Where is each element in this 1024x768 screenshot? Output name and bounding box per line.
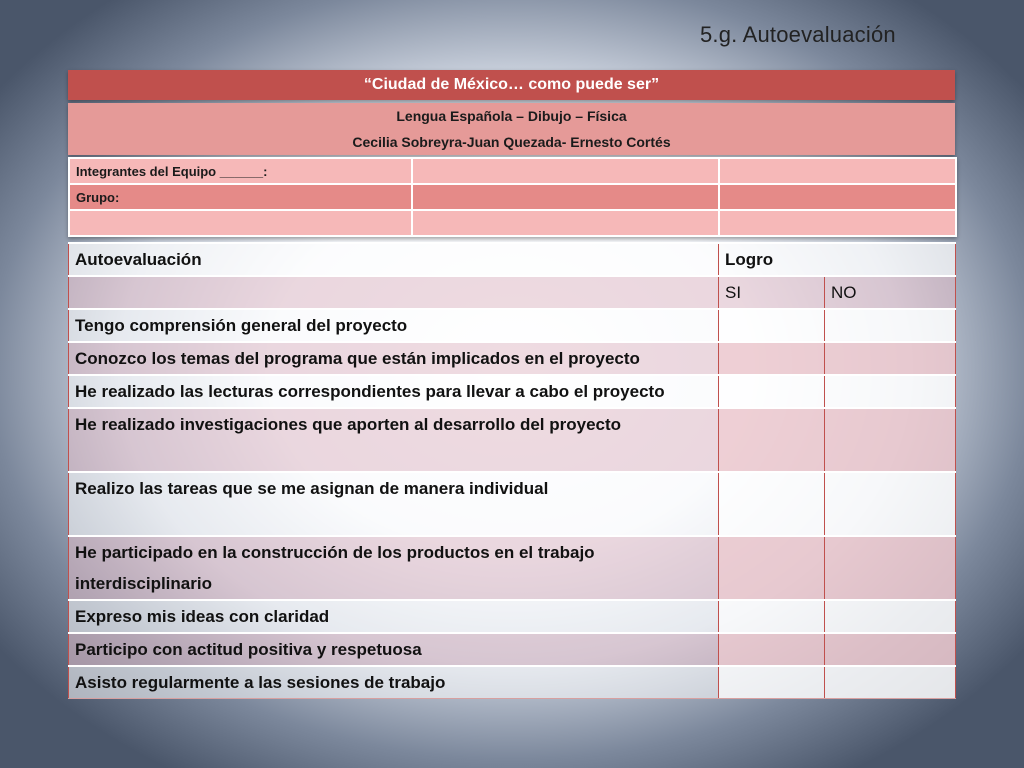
table-row [69, 633, 956, 666]
group-field-2[interactable] [719, 184, 956, 210]
no-cell[interactable] [825, 600, 956, 633]
blank-row [69, 210, 956, 236]
no-cell[interactable] [825, 408, 956, 472]
teachers-line: Cecilia Sobreyra-Juan Quezada- Ernesto Cortés [352, 134, 671, 150]
yes-cell[interactable] [719, 342, 825, 375]
column-header-item: Autoevaluación [69, 243, 719, 276]
yes-no-spacer [69, 276, 719, 309]
table-row [69, 472, 956, 536]
yes-cell[interactable] [719, 472, 825, 536]
criterion-text: Expreso mis ideas con claridad [69, 600, 719, 633]
project-title: “Ciudad de México… como puede ser” [68, 70, 955, 100]
subjects-line: Lengua Española – Dibujo – Física [396, 108, 627, 124]
criterion-text: He participado en la construcción de los productos en el trabajo interdisciplinario [69, 536, 719, 600]
team-members-field-1[interactable] [412, 158, 719, 184]
no-cell[interactable] [825, 536, 956, 600]
self-evaluation-table [68, 242, 956, 699]
yes-cell[interactable] [719, 536, 825, 600]
yes-no-row [69, 276, 956, 309]
table-row [69, 375, 956, 408]
team-members-field-2[interactable] [719, 158, 956, 184]
no-cell[interactable] [825, 472, 956, 536]
blank-cell-3[interactable] [719, 210, 956, 236]
yes-cell[interactable] [719, 666, 825, 699]
group-label: Grupo: [69, 184, 412, 210]
yes-cell[interactable] [719, 600, 825, 633]
slide-title: 5.g. Autoevaluación [700, 22, 896, 47]
yes-cell[interactable] [719, 633, 825, 666]
no-cell[interactable] [825, 375, 956, 408]
team-members-row [69, 158, 956, 184]
group-field-1[interactable] [412, 184, 719, 210]
column-header-achievement: Logro [719, 243, 956, 276]
criterion-text: Tengo comprensión general del proyecto [69, 309, 719, 342]
project-subheader [68, 103, 955, 155]
table-row [69, 536, 956, 600]
table-row [69, 600, 956, 633]
no-cell[interactable] [825, 309, 956, 342]
no-cell[interactable] [825, 633, 956, 666]
no-cell[interactable] [825, 342, 956, 375]
yes-cell[interactable] [719, 375, 825, 408]
table-header-row [69, 243, 956, 276]
yes-label: SI [719, 276, 825, 309]
criterion-text: Participo con actitud positiva y respetuosa [69, 633, 719, 666]
team-info-table [68, 157, 957, 237]
no-cell[interactable] [825, 666, 956, 699]
table-row [69, 309, 956, 342]
yes-cell[interactable] [719, 408, 825, 472]
criterion-text: Realizo las tareas que se me asignan de manera individual [69, 472, 719, 536]
criterion-text: He realizado las lecturas correspondientes para llevar a cabo el proyecto [69, 375, 719, 408]
blank-cell-2[interactable] [412, 210, 719, 236]
no-label: NO [825, 276, 956, 309]
table-row [69, 666, 956, 699]
blank-cell-1[interactable] [69, 210, 412, 236]
criterion-text: Conozco los temas del programa que están implicados en el proyecto [69, 342, 719, 375]
team-members-label: Integrantes del Equipo ______: [69, 158, 412, 184]
criterion-text: Asisto regularmente a las sesiones de trabajo [69, 666, 719, 699]
group-row [69, 184, 956, 210]
table-row [69, 342, 956, 375]
table-row [69, 408, 956, 472]
yes-cell[interactable] [719, 309, 825, 342]
criterion-text: He realizado investigaciones que aporten al desarrollo del proyecto [69, 408, 719, 472]
